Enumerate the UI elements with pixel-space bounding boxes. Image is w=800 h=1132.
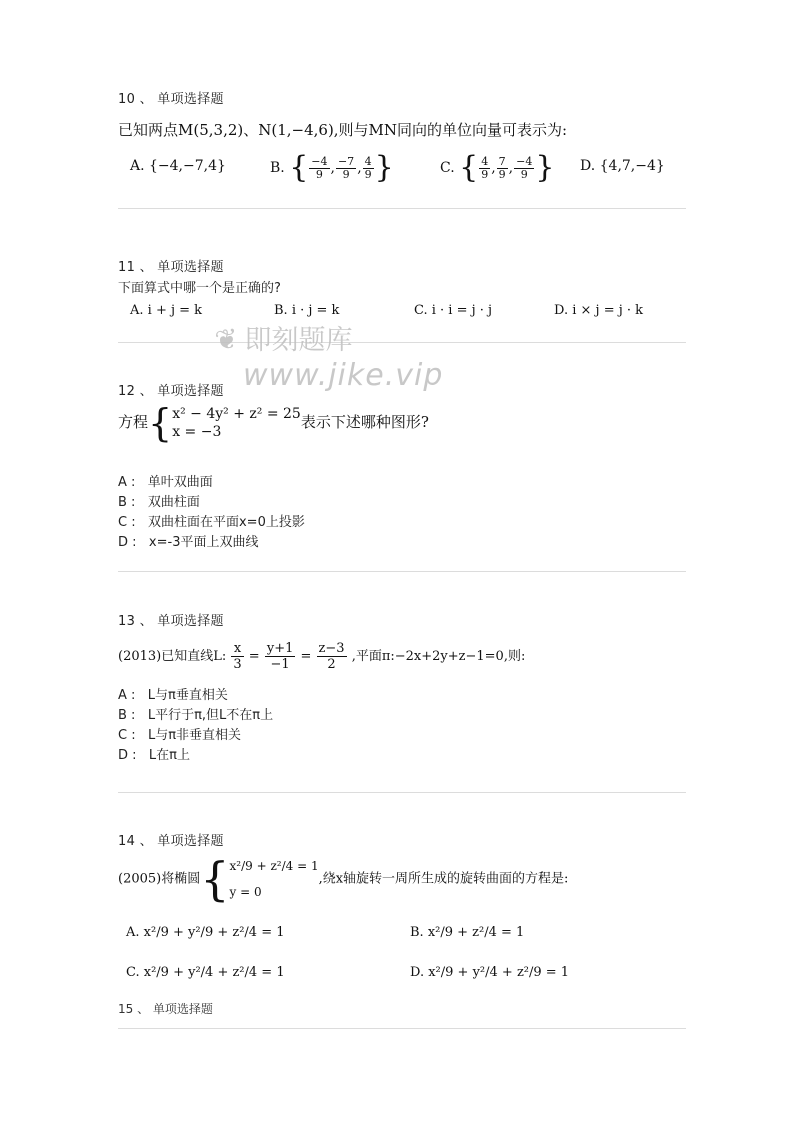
options-list xyxy=(118,686,688,766)
divider xyxy=(118,208,686,209)
option-d[interactable]: D. {4,7,−4} xyxy=(580,158,665,174)
question-number: 12 、 单项选择题 xyxy=(118,384,224,399)
option-d[interactable]: D. i × j = j · k xyxy=(554,303,644,318)
option-b[interactable]: B : 双曲柱面 xyxy=(118,495,200,510)
question-stem: (2005)将椭圆{ x²/9 + z²/4 = 1 y = 0 ,绕x轴旋转一周所生成的旋转曲面的方程是: xyxy=(118,852,569,906)
question-11 xyxy=(118,256,688,337)
divider xyxy=(118,1028,686,1029)
option-b[interactable]: B. { $\frac{-4}{9}$ , $\frac{-7}{9}$ , $\frac{4}{9}$ } xyxy=(270,150,394,185)
option-c[interactable]: C. x²/9 + y²/4 + z²/4 = 1 xyxy=(126,965,285,980)
option-d[interactable]: D. x²/9 + y²/4 + z²/9 = 1 xyxy=(410,965,570,980)
question-14 xyxy=(118,830,688,1001)
question-10 xyxy=(118,88,688,188)
equation-system: x² − 4y² + z² = 25 x = −3 xyxy=(172,406,301,440)
cutoff-next-question: 15 、 单项选择题 xyxy=(118,1002,213,1016)
option-b[interactable]: B. x²/9 + z²/4 = 1 xyxy=(410,925,525,940)
question-stem: 下面算式中哪一个是正确的? xyxy=(118,281,281,296)
option-c[interactable]: C. { $\frac{4}{9}$ , $\frac{7}{9}$ , $\frac{-4}{9}$ } xyxy=(440,150,555,185)
question-number: 14 、 单项选择题 xyxy=(118,834,224,849)
equation-system: x²/9 + z²/4 = 1 y = 0 xyxy=(229,859,319,899)
option-a[interactable]: A : L与π垂直相关 xyxy=(118,688,228,703)
options-list xyxy=(118,473,688,553)
options-grid xyxy=(118,925,688,1001)
option-a[interactable]: A. i + j = k xyxy=(130,303,203,318)
question-stem: 方程{ x² − 4y² + z² = 25 x = −3 表示下述哪种图形? xyxy=(118,401,429,445)
option-a[interactable]: A : 单叶双曲面 xyxy=(118,475,213,490)
option-c[interactable]: C : 双曲柱面在平面x=0上投影 xyxy=(118,515,305,530)
option-a[interactable]: A. {−4,−7,4} xyxy=(130,158,226,174)
question-stem: (2013)已知直线L: $\frac{x}{3}$ = $\frac{y+1}{-1}$ = $\frac{z-3}{2}$ ,平面π:−2x+2y+z−1=0,则: xyxy=(118,641,526,672)
option-c[interactable]: C. i · i = j · j xyxy=(414,303,493,318)
watermark-logo-icon: ❦ xyxy=(212,321,241,358)
option-a[interactable]: A. x²/9 + y²/9 + z²/4 = 1 xyxy=(126,925,285,940)
question-13 xyxy=(118,610,688,766)
question-number: 10 、 单项选择题 xyxy=(118,92,224,107)
watermark-url: www.jike.vip xyxy=(243,358,444,393)
divider xyxy=(118,571,686,572)
option-c[interactable]: C : L与π非垂直相关 xyxy=(118,728,242,743)
watermark-name: 即刻题库 xyxy=(244,325,353,356)
divider xyxy=(118,342,686,343)
options-row xyxy=(118,150,688,188)
option-b[interactable]: B : L平行于π,但L不在π上 xyxy=(118,708,274,723)
question-12 xyxy=(118,380,688,553)
option-d[interactable]: D : x=-3平面上双曲线 xyxy=(118,535,259,550)
options-row xyxy=(118,303,688,337)
divider xyxy=(118,792,686,793)
question-stem: 已知两点M(5,3,2)、N(1,−4,6),则与MN同向的单位向量可表示为: xyxy=(118,121,568,139)
option-b[interactable]: B. i · j = k xyxy=(274,303,340,318)
question-number: 11 、 单项选择题 xyxy=(118,260,224,275)
option-d[interactable]: D : L在π上 xyxy=(118,748,190,763)
question-number: 13 、 单项选择题 xyxy=(118,614,224,629)
